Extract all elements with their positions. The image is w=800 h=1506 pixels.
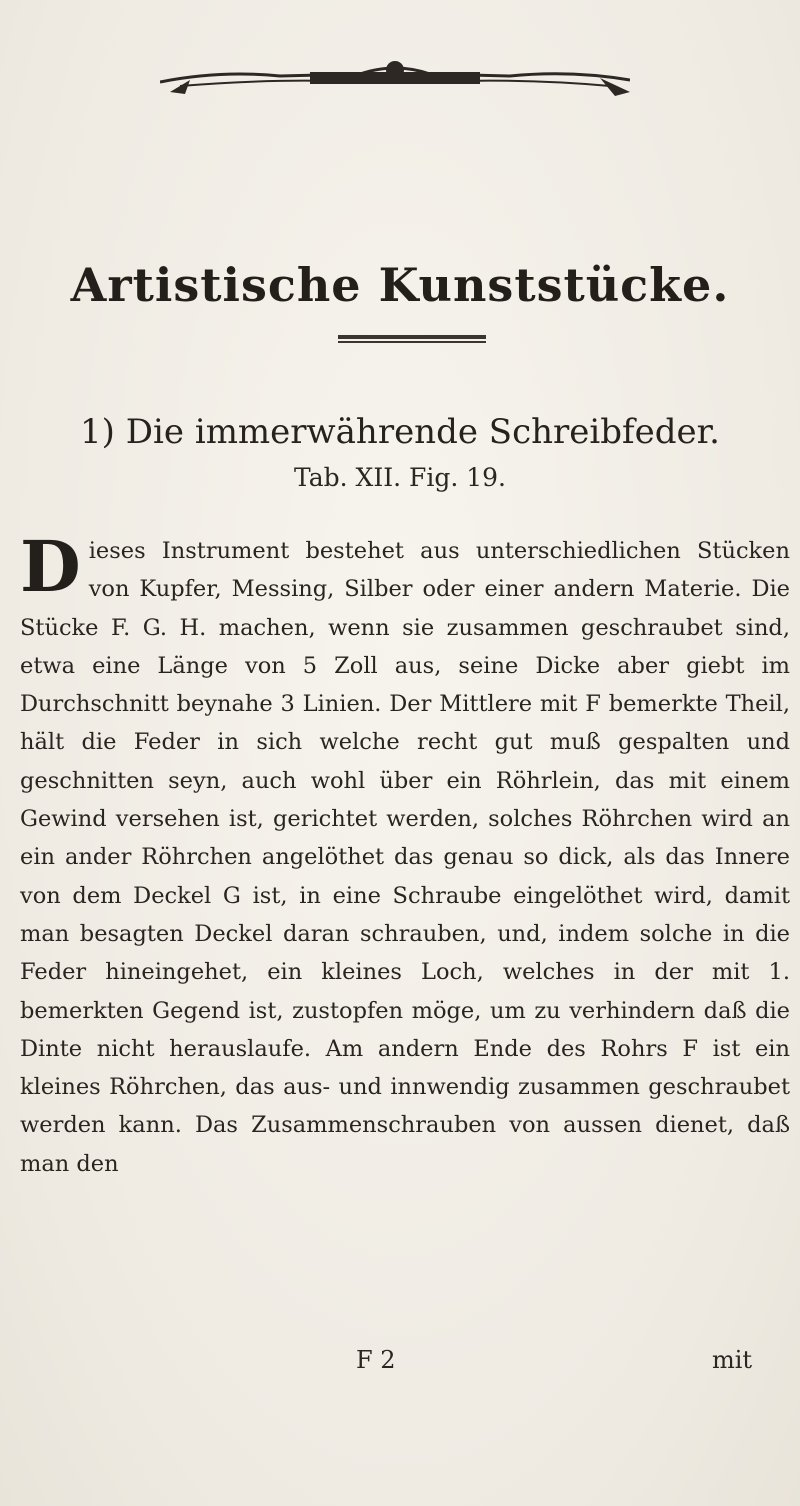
plate-reference: Tab. XII. Fig. 19. (294, 463, 506, 492)
page-footer (0, 1346, 800, 1386)
running-title: Artistische Kunststücke. (70, 258, 730, 312)
drop-cap: D (20, 525, 81, 608)
catchword: mit (712, 1346, 753, 1374)
body-paragraph (20, 525, 790, 1183)
section-heading: 1) Die immerwährende Schreibfeder. (80, 412, 720, 452)
printer-ornament-band (160, 52, 630, 102)
paragraph-text: ieses Instrument bestehet aus unterschiedlichen Stücken von Kupfer, Messing, Silber oder einer andern Materie. Die Stücke F. G. H. machen, wenn sie zusammen geschraubet sind, etwa eine Länge von 5 Zoll aus, seine Dicke aber giebt im Durchschnitt beynahe 3 Linien. Der Mittlere mit F bemerkte Theil, hält die Feder in sich welche recht gut muß gespalten und geschnitten seyn, auch wohl über ein Röhrlein, das mit einem Gewind versehen ist, gerichtet werden, solches Röhrchen wird an ein ander Röhrchen angelöthet das genau so dick, als das Innere von dem Deckel G ist, in eine Schraube eingelöthet wird, damit man besagten Deckel daran schrauben, und, indem solche in die Feder hineingehet, ein kleines Loch, welches in der mit 1. bemerkten Gegend ist, zustopfen möge, um zu verhindern daß die Dinte nicht herauslaufe. Am andern Ende des Rohrs F ist ein kleines Röhrchen, das aus- und innwendig zusammen geschraubet werden kann. Das Zusammenschrauben von aussen dienet, daß man den (20, 538, 790, 1177)
title-rule (338, 335, 486, 345)
signature-mark: F 2 (356, 1346, 396, 1374)
